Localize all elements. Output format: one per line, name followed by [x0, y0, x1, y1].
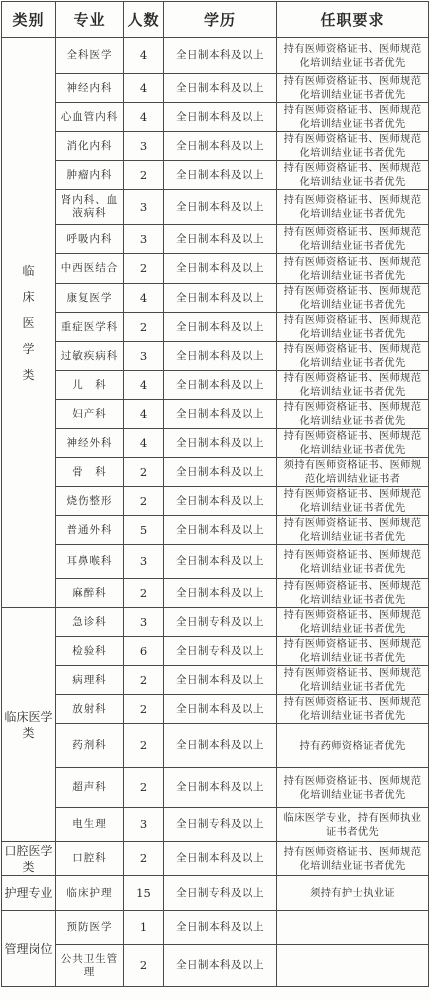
major-cell: 急诊科: [56, 608, 124, 637]
education-cell: 全日制专科及以上: [164, 876, 277, 911]
count-cell: 2: [124, 579, 164, 608]
requirements-cell: 须持有护士执业证: [277, 876, 429, 911]
table-row: [2, 132, 429, 161]
count-cell: 1: [124, 911, 164, 945]
requirements-cell: 持有医师资格证书、医师规范化培训结业证书者优先: [277, 637, 429, 666]
education-cell: 全日制本科及以上: [164, 724, 277, 768]
major-cell: 放射科: [56, 695, 124, 724]
count-cell: 4: [124, 429, 164, 458]
requirements-cell: 持有医师资格证书、医师规范化培训结业证书者优先: [277, 545, 429, 579]
major-cell: 临床护理: [56, 876, 124, 911]
requirements-cell: 持有医师资格证书、医师规范化培训结业证书者优先: [277, 103, 429, 132]
requirements-cell: 持有医师资格证书、医师规范化培训结业证书者优先: [277, 371, 429, 400]
count-cell: 2: [124, 842, 164, 876]
education-cell: 全日制本科及以上: [164, 400, 277, 429]
major-cell: 康复医学: [56, 284, 124, 313]
education-cell: 全日制本科及以上: [164, 695, 277, 724]
table-row: [2, 254, 429, 284]
education-cell: 全日制本科及以上: [164, 429, 277, 458]
category-cell: 护理专业: [2, 876, 56, 911]
table-row: [2, 487, 429, 516]
count-cell: 2: [124, 254, 164, 284]
education-cell: 全日制本科及以上: [164, 487, 277, 516]
count-cell: 4: [124, 74, 164, 103]
category-cell: 口腔医学类: [2, 842, 56, 876]
table-row: [2, 545, 429, 579]
count-cell: 6: [124, 637, 164, 666]
education-cell: 全日制本科及以上: [164, 284, 277, 313]
count-cell: 3: [124, 190, 164, 225]
requirements-cell: 持有医师资格证书、医师规范化培训结业证书者优先: [277, 225, 429, 254]
category-cell: 管理岗位: [2, 911, 56, 987]
table-row: [2, 608, 429, 637]
major-cell: 公共卫生管理: [56, 945, 124, 987]
major-cell: 普通外科: [56, 516, 124, 545]
header-category: 类别: [2, 2, 56, 38]
recruitment-table: [1, 1, 429, 987]
major-cell: 过敏疾病科: [56, 342, 124, 371]
education-cell: 全日制本科及以上: [164, 516, 277, 545]
major-cell: 神经内科: [56, 74, 124, 103]
category-cell: 临床医学类: [2, 38, 56, 608]
table-row: [2, 516, 429, 545]
requirements-cell: [277, 911, 429, 945]
count-cell: 3: [124, 545, 164, 579]
requirements-cell: 持有医师资格证书、医师规范化培训结业证书者优先: [277, 161, 429, 190]
requirements-cell: 持有医师资格证书、医师规范化培训结业证书者优先: [277, 74, 429, 103]
header-requirements: 任职要求: [277, 2, 429, 38]
requirements-cell: 持有药师资格证者优先: [277, 724, 429, 768]
requirements-cell: 持有医师资格证书、医师规范化培训结业证书者优先: [277, 254, 429, 284]
education-cell: 全日制本科及以上: [164, 842, 277, 876]
table-row: [2, 637, 429, 666]
requirements-cell: 持有医师资格证书、医师规范化培训结业证书者优先: [277, 579, 429, 608]
major-cell: 口腔科: [56, 842, 124, 876]
education-cell: 全日制本科及以上: [164, 161, 277, 190]
education-cell: 全日制本科及以上: [164, 132, 277, 161]
table-row: [2, 429, 429, 458]
major-cell: 检验科: [56, 637, 124, 666]
count-cell: 15: [124, 876, 164, 911]
requirements-cell: 持有医师资格证书、医师规范化培训结业证书者优先: [277, 284, 429, 313]
requirements-cell: 持有医师资格证书、医师规范化培训结业证书者优先: [277, 38, 429, 74]
education-cell: 全日制专科及以上: [164, 808, 277, 842]
count-cell: 3: [124, 808, 164, 842]
table-row: [2, 724, 429, 768]
requirements-cell: 持有医师资格证书、医师规范化培训结业证书者优先: [277, 608, 429, 637]
major-cell: 呼吸内科: [56, 225, 124, 254]
table-row: [2, 768, 429, 808]
education-cell: 全日制本科及以上: [164, 579, 277, 608]
table-row: [2, 579, 429, 608]
table-row: [2, 695, 429, 724]
count-cell: 4: [124, 371, 164, 400]
count-cell: 2: [124, 768, 164, 808]
table-row: [2, 103, 429, 132]
requirements-cell: 持有医师资格证书、医师规范化培训结业证书者优先: [277, 768, 429, 808]
header-education: 学历: [164, 2, 277, 38]
major-cell: 电生理: [56, 808, 124, 842]
major-cell: 肾内科、血液病科: [56, 190, 124, 225]
major-cell: 神经外科: [56, 429, 124, 458]
table-header-row: [2, 2, 429, 38]
table-row: [2, 313, 429, 342]
table-row: [2, 342, 429, 371]
table-row: [2, 842, 429, 876]
count-cell: 3: [124, 342, 164, 371]
requirements-cell: 临床医学专业，持有医师执业证书者优先: [277, 808, 429, 842]
count-cell: 2: [124, 724, 164, 768]
count-cell: 3: [124, 608, 164, 637]
education-cell: 全日制本科及以上: [164, 103, 277, 132]
count-cell: 5: [124, 516, 164, 545]
count-cell: 2: [124, 945, 164, 987]
count-cell: 3: [124, 225, 164, 254]
table-body: [2, 38, 429, 987]
requirements-cell: 持有医师资格证书、医师规范化培训结业证书者优先: [277, 666, 429, 695]
requirements-cell: 持有医师资格证书、医师规范化培训结业证书者优先: [277, 429, 429, 458]
education-cell: 全日制本科及以上: [164, 666, 277, 695]
major-cell: 麻醉科: [56, 579, 124, 608]
education-cell: 全日制本科及以上: [164, 313, 277, 342]
major-cell: 妇产科: [56, 400, 124, 429]
major-cell: 儿 科: [56, 371, 124, 400]
major-cell: 烧伤整形: [56, 487, 124, 516]
table-row: [2, 38, 429, 74]
education-cell: 全日制本科及以上: [164, 911, 277, 945]
table-row: [2, 161, 429, 190]
requirements-cell: 持有医师资格证书、医师规范化培训结业证书者优先: [277, 190, 429, 225]
requirements-cell: 持有医师资格证书、医师规范化培训结业证书者优先: [277, 342, 429, 371]
education-cell: 全日制本科及以上: [164, 945, 277, 987]
major-cell: 骨 科: [56, 458, 124, 487]
table-row: [2, 911, 429, 945]
requirements-cell: 持有医师资格证书、医师规范化培训结业证书者优先: [277, 400, 429, 429]
education-cell: 全日制本科及以上: [164, 190, 277, 225]
education-cell: 全日制本科及以上: [164, 545, 277, 579]
count-cell: 2: [124, 458, 164, 487]
count-cell: 2: [124, 487, 164, 516]
table-row: [2, 284, 429, 313]
major-cell: 病理科: [56, 666, 124, 695]
table-row: [2, 371, 429, 400]
requirements-cell: 持有医师资格证书、医师规范化培训结业证书者优先: [277, 516, 429, 545]
education-cell: 全日制本科及以上: [164, 768, 277, 808]
category-cell: 临床医学类: [2, 608, 56, 842]
major-cell: 心血管内科: [56, 103, 124, 132]
major-cell: 预防医学: [56, 911, 124, 945]
education-cell: 全日制专科及以上: [164, 608, 277, 637]
count-cell: 4: [124, 38, 164, 74]
table-row: [2, 666, 429, 695]
education-cell: 全日制专科及以上: [164, 637, 277, 666]
major-cell: 中西医结合: [56, 254, 124, 284]
requirements-cell: 持有医师资格证书、医师规范化培训结业证书者优先: [277, 313, 429, 342]
header-count: 人数: [124, 2, 164, 38]
count-cell: 3: [124, 132, 164, 161]
table-row: [2, 74, 429, 103]
table-row: [2, 945, 429, 987]
requirements-cell: [277, 945, 429, 987]
major-cell: 消化内科: [56, 132, 124, 161]
education-cell: 全日制本科及以上: [164, 225, 277, 254]
requirements-cell: 须持有医师资格证书、医师规范化培训结业证书者: [277, 458, 429, 487]
education-cell: 全日制本科及以上: [164, 74, 277, 103]
header-major: 专业: [56, 2, 124, 38]
count-cell: 4: [124, 400, 164, 429]
requirements-cell: 持有医师资格证书、医师规范化培训结业证书者优先: [277, 842, 429, 876]
requirements-cell: 持有医师资格证书、医师规范化培训结业证书者优先: [277, 695, 429, 724]
requirements-cell: 持有医师资格证书、医师规范化培训结业证书者优先: [277, 487, 429, 516]
table-row: [2, 225, 429, 254]
table-row: [2, 876, 429, 911]
table-row: [2, 458, 429, 487]
major-cell: 肿瘤内科: [56, 161, 124, 190]
education-cell: 全日制本科及以上: [164, 458, 277, 487]
count-cell: 2: [124, 695, 164, 724]
major-cell: 超声科: [56, 768, 124, 808]
major-cell: 全科医学: [56, 38, 124, 74]
count-cell: 2: [124, 161, 164, 190]
table-row: [2, 190, 429, 225]
education-cell: 全日制本科及以上: [164, 342, 277, 371]
major-cell: 耳鼻喉科: [56, 545, 124, 579]
education-cell: 全日制本科及以上: [164, 371, 277, 400]
major-cell: 药剂科: [56, 724, 124, 768]
table-row: [2, 400, 429, 429]
education-cell: 全日制本科及以上: [164, 38, 277, 74]
requirements-cell: 持有医师资格证书、医师规范化培训结业证书者优先: [277, 132, 429, 161]
table-row: [2, 808, 429, 842]
major-cell: 重症医学科: [56, 313, 124, 342]
education-cell: 全日制本科及以上: [164, 254, 277, 284]
count-cell: 4: [124, 284, 164, 313]
count-cell: 2: [124, 666, 164, 695]
count-cell: 4: [124, 103, 164, 132]
count-cell: 2: [124, 313, 164, 342]
